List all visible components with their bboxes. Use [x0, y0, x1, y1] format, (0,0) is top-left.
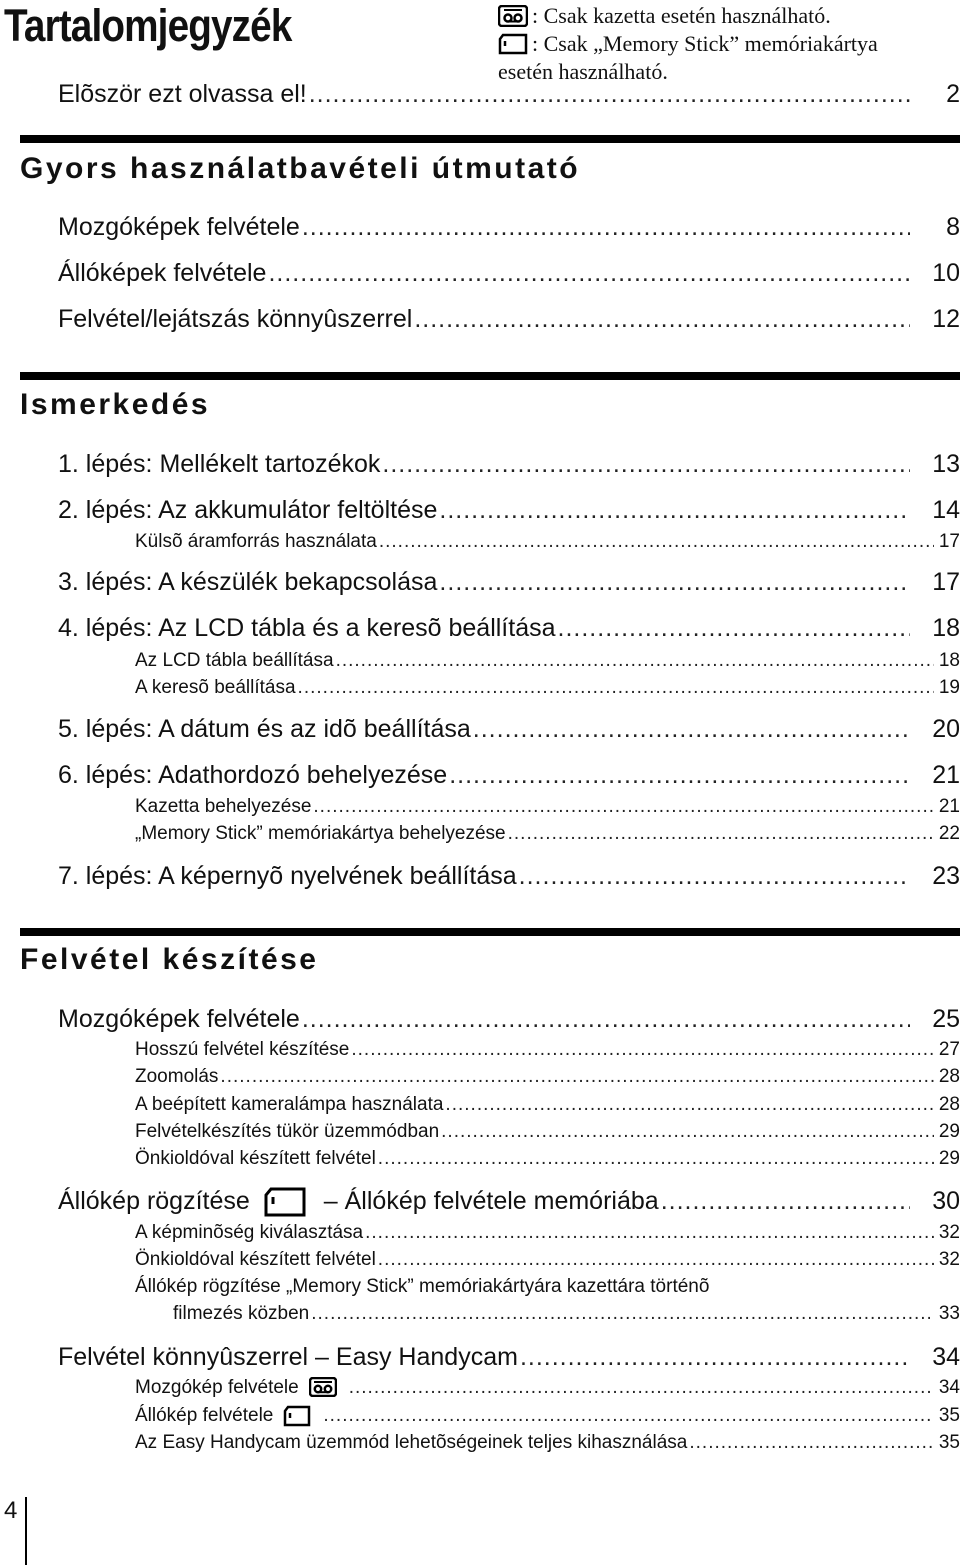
toc-entry-label: Önkioldóval készített felvétel	[135, 1249, 376, 1270]
toc-entry-label: Kazetta behelyezése	[135, 796, 312, 817]
toc-entry-label: Felvétel/lejátszás könnyûszerrel	[58, 305, 413, 333]
toc-entry-page: 25	[932, 1005, 960, 1033]
toc-entry-page: 21	[932, 761, 960, 789]
toc-entry[interactable]	[58, 1005, 960, 1034]
toc-entry-label: 3. lépés: A készülék bekapcsolása	[58, 568, 438, 596]
toc-subentry[interactable]	[135, 1377, 960, 1399]
toc-subentry[interactable]	[135, 1039, 960, 1061]
leader-dots	[378, 1249, 934, 1271]
toc-entry-label: Felvételkészítés tükör üzemmódban	[135, 1121, 440, 1142]
toc-subentry[interactable]	[135, 1148, 960, 1170]
toc-entry-page: 30	[932, 1187, 960, 1215]
toc-entry-page: 33	[938, 1303, 960, 1324]
toc-entry-label-text: Mozgókép felvétele	[135, 1377, 299, 1399]
toc-subentry[interactable]	[173, 1303, 960, 1325]
leader-dots	[445, 1094, 934, 1116]
toc-entry-label: 1. lépés: Mellékelt tartozékok	[58, 450, 381, 478]
toc-entry-label: Hosszú felvétel készítése	[135, 1039, 350, 1060]
leader-dots	[336, 650, 934, 672]
memory-stick-icon	[264, 1187, 306, 1217]
leader-dots	[309, 80, 910, 109]
legend-cassette	[498, 2, 878, 30]
page-number: 4	[4, 1497, 18, 1524]
toc-entry[interactable]	[58, 213, 960, 242]
legend-memory-text: : Csak „Memory Stick” memóriakártya	[532, 31, 878, 56]
leader-dots	[520, 1343, 910, 1372]
leader-dots	[302, 213, 910, 242]
toc-entry-label-text: Állókép felvétele	[135, 1405, 274, 1427]
toc-entry-label-part: Állókép rögzítése	[58, 1187, 250, 1215]
leader-dots	[414, 305, 910, 334]
toc-entry-label: A keresõ beállítása	[135, 677, 296, 698]
leader-dots	[220, 1066, 934, 1088]
toc-entry-page: 12	[932, 305, 960, 333]
leader-dots	[689, 1432, 934, 1454]
section-divider	[20, 928, 960, 936]
leader-dots	[661, 1187, 910, 1216]
leader-dots	[508, 823, 934, 845]
section-divider	[20, 372, 960, 380]
toc-entry-page: 35	[938, 1432, 960, 1453]
toc-entry-page: 10	[932, 259, 960, 287]
section-heading: Gyors használatbavételi útmutató	[20, 152, 581, 185]
toc-entry-page: 13	[932, 450, 960, 478]
toc-entry-page: 19	[938, 677, 960, 698]
toc-entry-page: 17	[938, 531, 960, 552]
leader-dots	[268, 259, 910, 288]
toc-entry-page: 27	[938, 1039, 960, 1060]
toc-entry-label: Elõször ezt olvassa el!	[58, 80, 307, 108]
toc-entry-label: A képminõség kiválasztása	[135, 1222, 364, 1243]
toc-entry[interactable]	[58, 761, 960, 790]
toc-entry-label: A beépített kameralámpa használata	[135, 1094, 444, 1115]
toc-entry-label: Az LCD tábla beállítása	[135, 650, 334, 671]
toc-entry-label-part: – Állókép felvétele memóriába	[323, 1187, 659, 1215]
leader-dots	[439, 496, 910, 525]
cassette-icon	[309, 1377, 337, 1399]
toc-entry-label: Felvétel könnyûszerrel – Easy Handycam	[58, 1343, 518, 1371]
leader-dots	[473, 715, 910, 744]
toc-subentry[interactable]	[135, 650, 960, 672]
toc-subentry[interactable]	[135, 531, 960, 553]
leader-dots	[449, 761, 910, 790]
toc-entry-label: „Memory Stick” memóriakártya behelyezése	[135, 823, 506, 844]
toc-entry-label: 6. lépés: Adathordozó behelyezése	[58, 761, 448, 789]
toc-entry[interactable]	[58, 496, 960, 525]
section-divider	[20, 135, 960, 143]
toc-entry-label: 4. lépés: Az LCD tábla és a keresõ beállítása	[58, 614, 556, 642]
toc-entry-page: 20	[932, 715, 960, 743]
icon-legend	[498, 2, 878, 86]
legend-memory	[498, 30, 878, 58]
leader-dots	[365, 1222, 934, 1244]
toc-entry-page: 32	[938, 1249, 960, 1270]
toc-subentry-label-line1: Állókép rögzítése „Memory Stick” memóriakártyára kazettára történõ	[135, 1276, 710, 1297]
toc-entry-page: 18	[938, 650, 960, 671]
leader-dots	[378, 1148, 934, 1170]
toc-entry-page: 23	[932, 862, 960, 890]
toc-entry-label	[58, 1187, 659, 1217]
toc-entry[interactable]	[58, 259, 960, 288]
section-heading: Ismerkedés	[20, 388, 211, 421]
toc-entry-label: Mozgóképek felvétele	[58, 213, 300, 241]
leader-dots	[298, 677, 934, 699]
leader-dots	[351, 1039, 934, 1061]
leader-dots	[441, 1121, 934, 1143]
toc-entry[interactable]	[58, 862, 960, 891]
toc-entry-label	[135, 1377, 347, 1399]
cassette-icon	[498, 5, 528, 27]
toc-entry-page: 2	[946, 80, 960, 108]
toc-entry-page: 28	[938, 1066, 960, 1087]
toc-entry-label: Állóképek felvétele	[58, 259, 267, 287]
leader-dots	[519, 862, 910, 891]
page-number-rule	[25, 1497, 27, 1565]
toc-subentry[interactable]	[135, 1432, 960, 1454]
toc-entry-page: 34	[938, 1377, 960, 1399]
toc-subentry[interactable]	[135, 1094, 960, 1116]
toc-entry-label: 5. lépés: A dátum és az idõ beállítása	[58, 715, 471, 743]
leader-dots	[302, 1005, 910, 1034]
leader-dots	[439, 568, 910, 597]
toc-entry[interactable]	[58, 305, 960, 334]
leader-dots	[382, 450, 910, 479]
page-title: Tartalomjegyzék	[4, 0, 292, 51]
toc-entry-page: 35	[938, 1405, 960, 1427]
toc-entry-label: Önkioldóval készített felvétel	[135, 1148, 376, 1169]
leader-dots	[558, 614, 910, 643]
leader-dots	[311, 1303, 930, 1325]
toc-entry-page: 21	[938, 796, 960, 817]
toc-entry-label: Az Easy Handycam üzemmód lehetõségeinek teljes kihasználása	[135, 1432, 688, 1453]
toc-entry-page: 8	[946, 213, 960, 241]
legend-cassette-text: : Csak kazetta esetén használható.	[532, 3, 831, 28]
toc-subentry[interactable]	[135, 1249, 960, 1271]
toc-entry-intro[interactable]	[58, 80, 960, 109]
toc-entry-page: 34	[932, 1343, 960, 1371]
toc-subentry[interactable]	[135, 796, 960, 818]
toc-entry[interactable]	[58, 568, 960, 597]
memory-stick-icon	[283, 1405, 311, 1427]
toc-entry-label	[135, 1405, 321, 1427]
toc-entry-page: 22	[938, 823, 960, 844]
toc-entry-label: Zoomolás	[135, 1066, 219, 1087]
toc-entry[interactable]	[58, 614, 960, 643]
toc-entry-label: Mozgóképek felvétele	[58, 1005, 300, 1033]
toc-subentry[interactable]	[135, 677, 960, 699]
toc-entry-label: filmezés közben	[173, 1303, 310, 1324]
toc-entry-page: 14	[932, 496, 960, 524]
toc-entry[interactable]	[58, 1343, 960, 1372]
toc-subentry[interactable]	[135, 1066, 960, 1088]
leader-dots	[313, 796, 934, 818]
toc-entry-page: 17	[932, 568, 960, 596]
leader-dots	[379, 531, 934, 553]
toc-entry-page: 32	[938, 1222, 960, 1243]
toc-entry-page: 18	[932, 614, 960, 642]
toc-entry[interactable]	[58, 1187, 960, 1217]
toc-entry-label: 2. lépés: Az akkumulátor feltöltése	[58, 496, 438, 524]
memory-stick-icon	[498, 33, 528, 55]
toc-entry-label: Külsõ áramforrás használata	[135, 531, 377, 552]
leader-dots	[349, 1377, 934, 1399]
toc-subentry[interactable]	[135, 1405, 960, 1427]
section-heading: Felvétel készítése	[20, 943, 319, 976]
leader-dots	[323, 1405, 934, 1427]
toc-subentry[interactable]	[135, 823, 960, 845]
toc-entry-page: 28	[938, 1094, 960, 1115]
toc-entry-label: 7. lépés: A képernyõ nyelvének beállítása	[58, 862, 517, 890]
toc-entry[interactable]	[58, 715, 960, 744]
toc-entry[interactable]	[58, 450, 960, 479]
toc-entry-page: 29	[938, 1121, 960, 1142]
toc-subentry[interactable]	[135, 1222, 960, 1244]
toc-subentry[interactable]	[135, 1121, 960, 1143]
legend-memory-text-cont: esetén használható.	[498, 59, 668, 84]
toc-entry-page: 29	[938, 1148, 960, 1169]
